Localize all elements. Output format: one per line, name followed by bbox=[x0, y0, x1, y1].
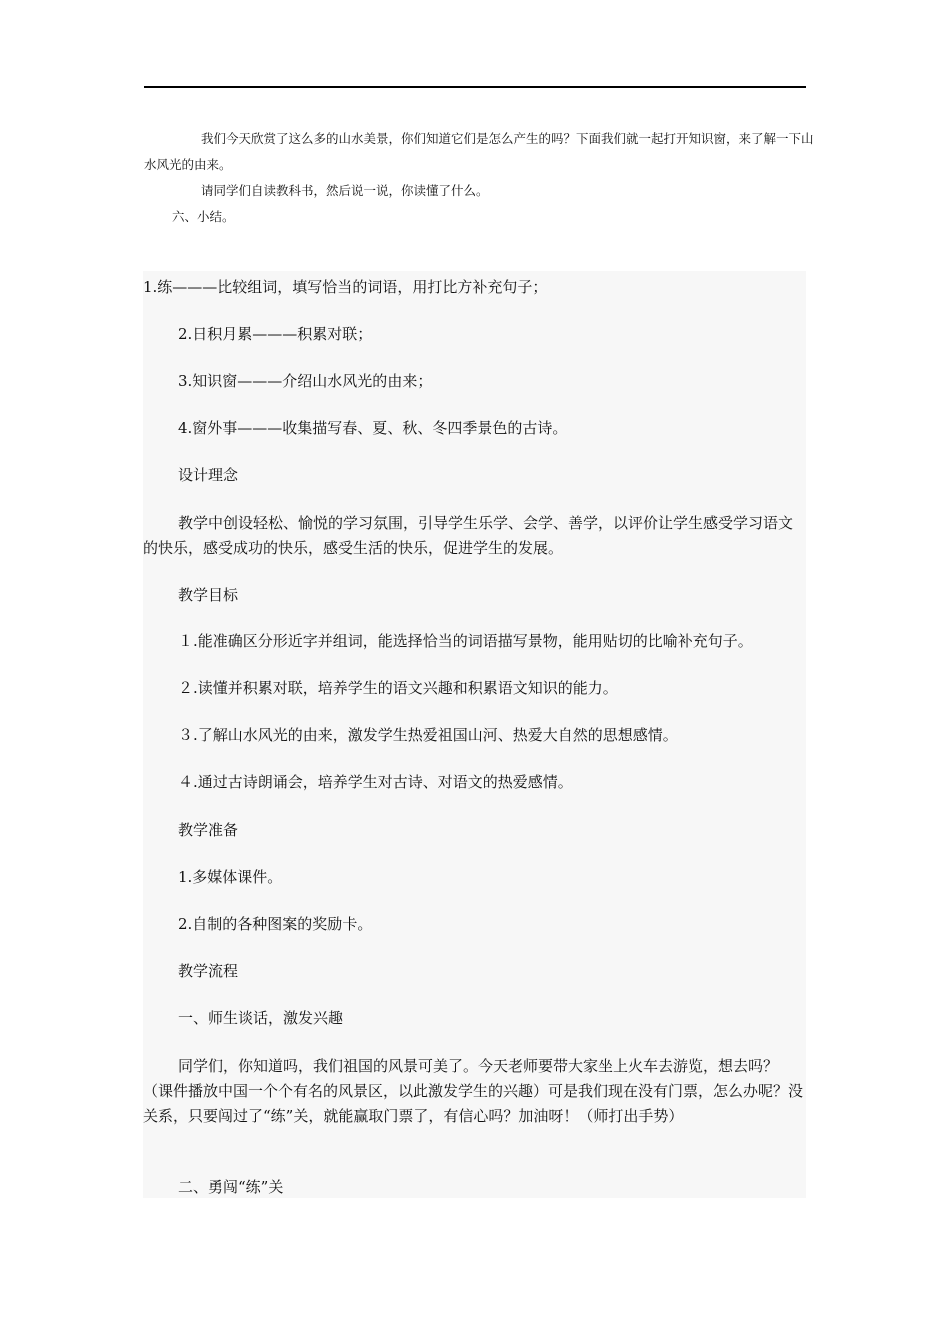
flow-step: 一、师生谈话，激发兴趣 bbox=[178, 1009, 344, 1027]
section-heading: 教学流程 bbox=[178, 962, 239, 980]
header-rule bbox=[144, 86, 806, 88]
paragraph: 六、小结。 bbox=[172, 209, 235, 224]
paragraph: 请同学们自读教科书，然后说一说，你读懂了什么。 bbox=[201, 183, 489, 198]
goal-item: １.能准确区分形近字并组词，能选择恰当的词语描写景物，能用贴切的比喻补充句子。 bbox=[178, 632, 753, 650]
prep-item: 1.多媒体课件。 bbox=[178, 868, 283, 886]
top-section bbox=[144, 126, 824, 230]
section-heading: 教学准备 bbox=[178, 821, 239, 839]
content-box bbox=[143, 271, 806, 1198]
summary-item: 1.练———比较组词，填写恰当的词语，用打比方补充句子； bbox=[143, 278, 548, 296]
section-heading: 教学目标 bbox=[178, 586, 239, 604]
summary-item: 4.窗外事———收集描写春、夏、秋、冬四季景色的古诗。 bbox=[178, 419, 568, 437]
paragraph: 同学们，你知道吗，我们祖国的风景可美了。今天老师要带大家坐上火车去游览，想去吗？（课件播放中国一个个有名的风景区，以此激发学生的兴趣）可是我们现在没有门票，怎么办呢？没关系，只要闯过了“练”关，就能赢取门票了，有信心吗？加油呀！（师打出手势） bbox=[143, 1057, 804, 1125]
goal-item: ４.通过古诗朗诵会，培养学生对古诗、对语文的热爱感情。 bbox=[178, 773, 573, 791]
prep-item: 2.自制的各种图案的奖励卡。 bbox=[178, 915, 373, 933]
summary-item: 2.日积月累———积累对联； bbox=[178, 325, 373, 343]
paragraph: 教学中创设轻松、愉悦的学习氛围，引导学生乐学、会学、善学，以评价让学生感受学习语文的快乐，感受成功的快乐，感受生活的快乐，促进学生的发展。 bbox=[143, 514, 794, 557]
paragraph: 我们今天欣赏了这么多的山水美景，你们知道它们是怎么产生的吗？下面我们就一起打开知识窗，来了解一下山水风光的由来。 bbox=[144, 131, 814, 172]
section-heading: 设计理念 bbox=[178, 466, 239, 484]
goal-item: ３.了解山水风光的由来，激发学生热爱祖国山河、热爱大自然的思想感情。 bbox=[178, 726, 678, 744]
flow-step: 二、勇闯“练”关 bbox=[178, 1178, 284, 1196]
summary-item: 3.知识窗———介绍山水风光的由来； bbox=[178, 372, 433, 390]
goal-item: ２.读懂并积累对联，培养学生的语文兴趣和积累语文知识的能力。 bbox=[178, 679, 618, 697]
